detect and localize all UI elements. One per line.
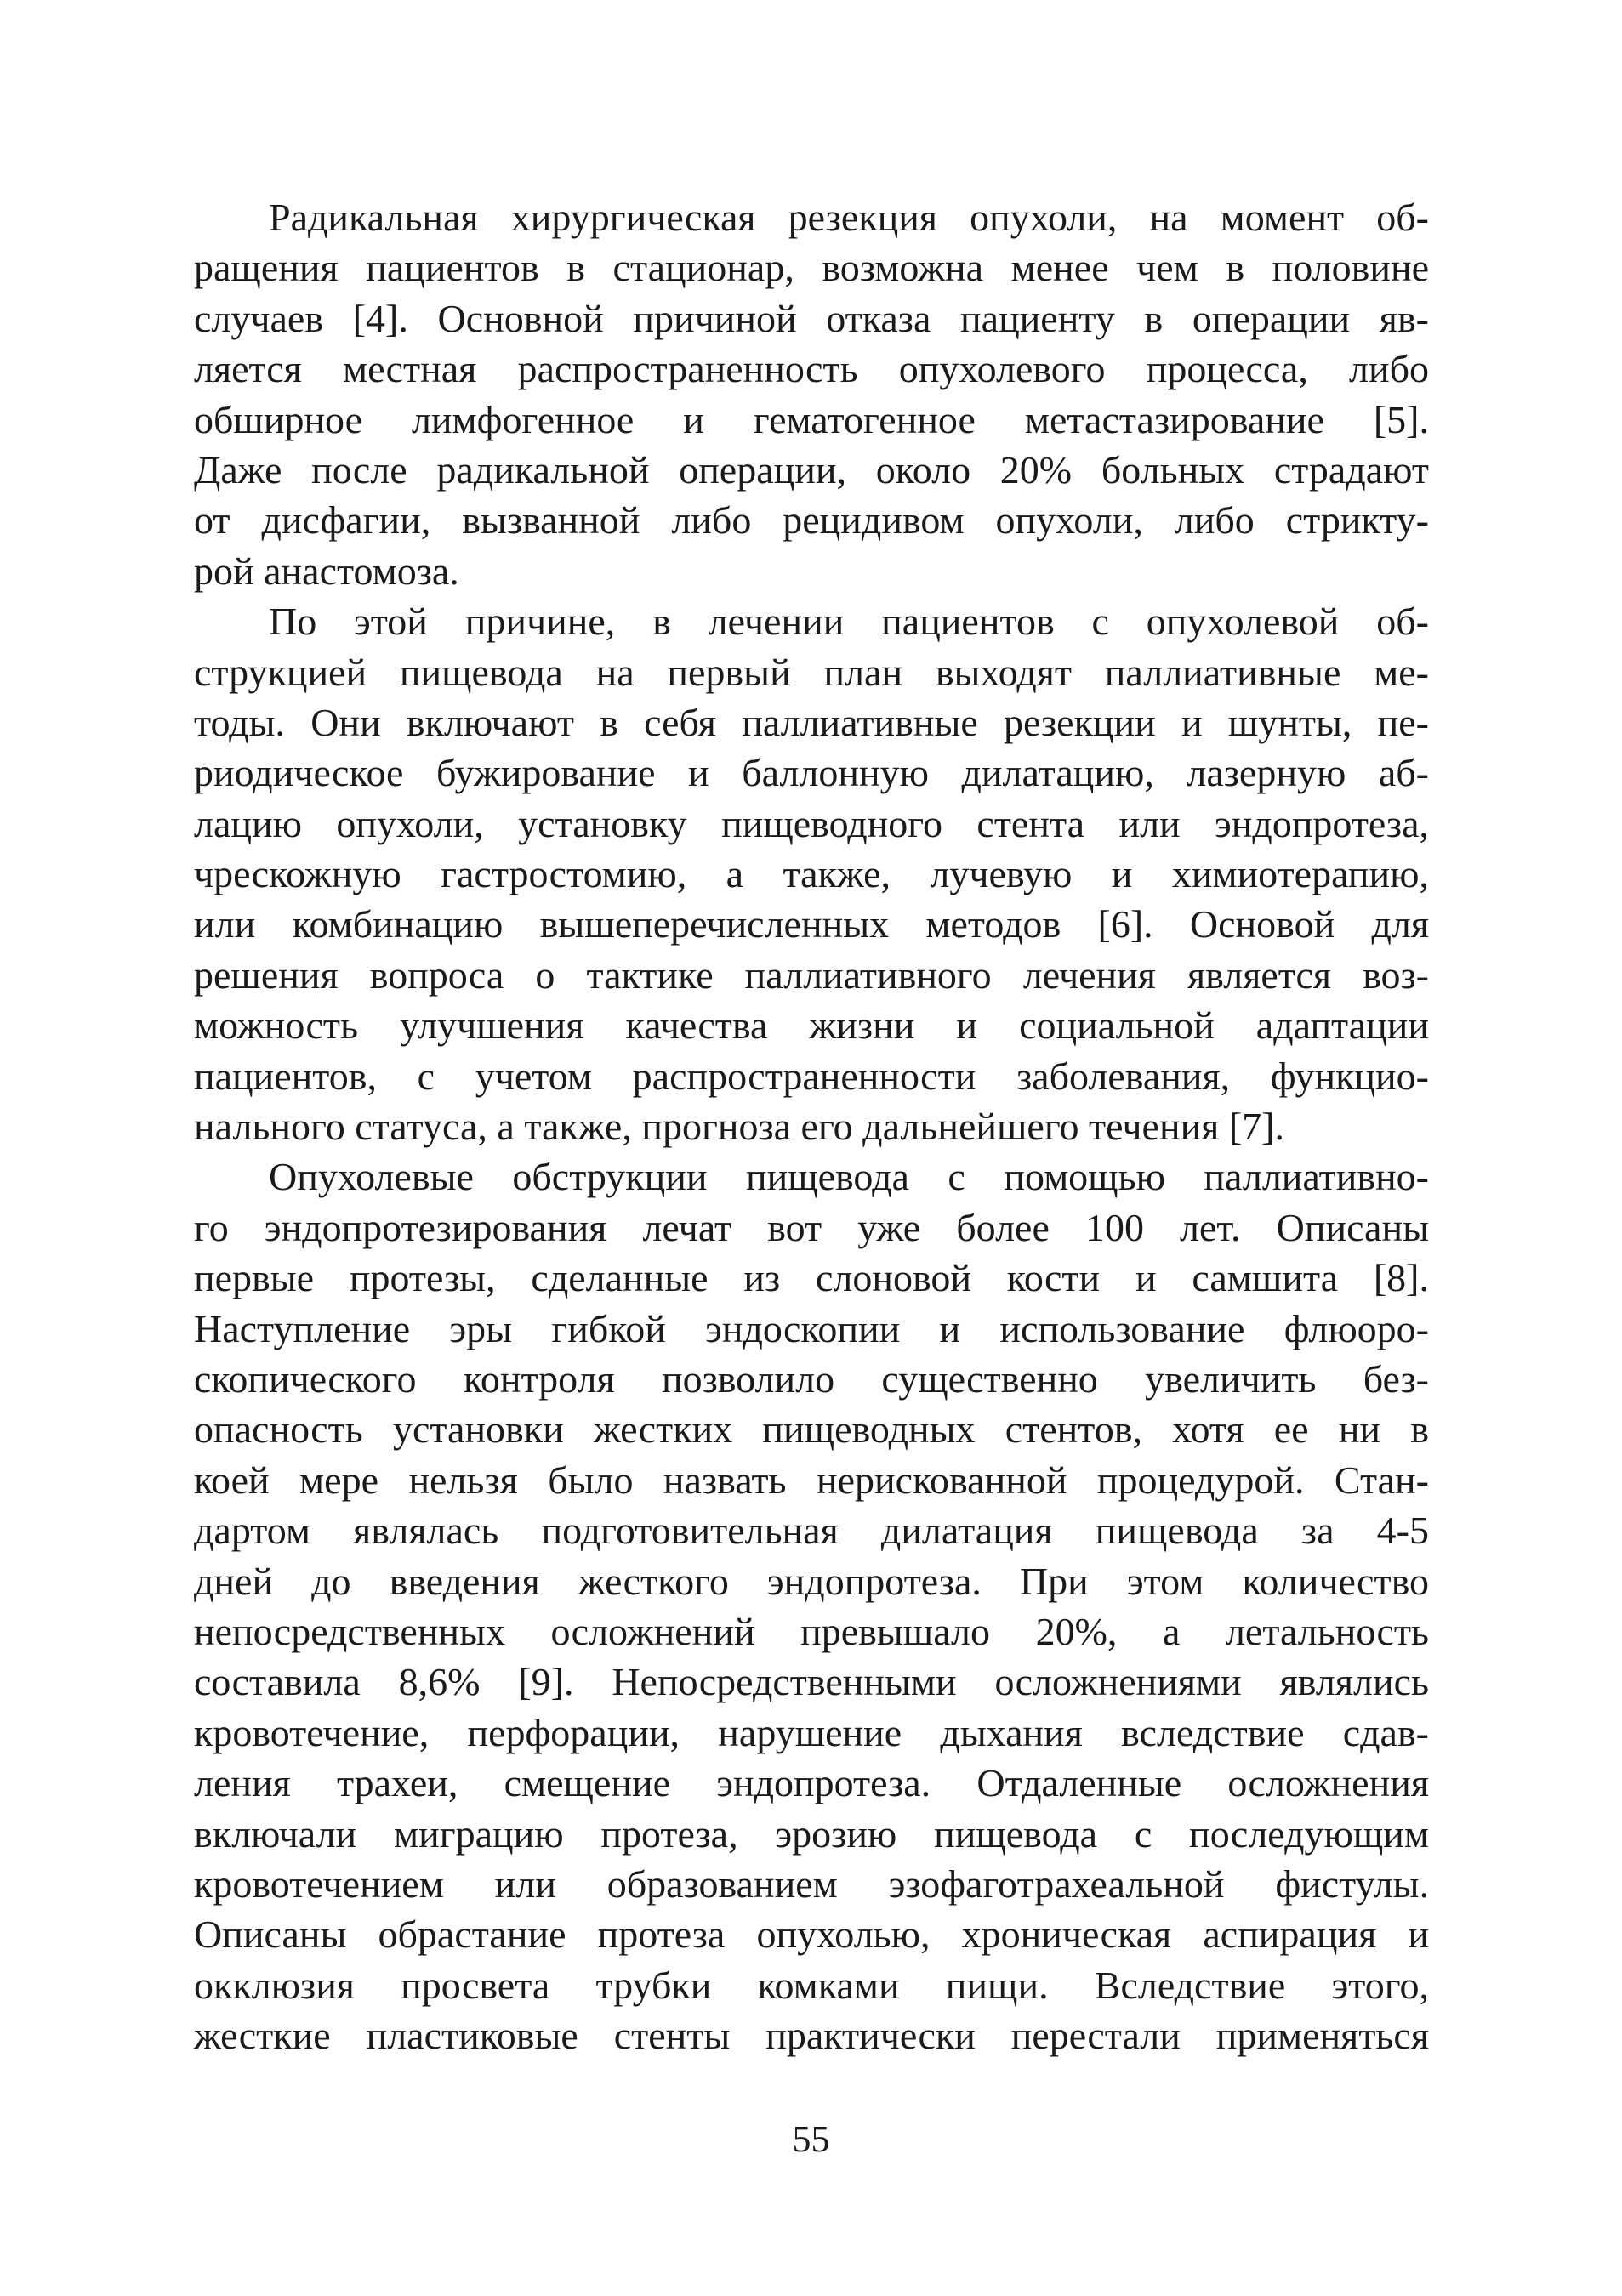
page-number: 55: [792, 2118, 830, 2160]
text-line: непосредственных осложнений превышало 20%, а летальность: [194, 1609, 1429, 1653]
text-line: пациентов, с учетом распространенности заболевания, функцио-: [194, 1054, 1429, 1098]
text-line: окклюзия просвета трубки комками пищи. Вследствие этого,: [194, 1963, 1429, 2007]
text-line: риодическое бужирование и баллонную дилатацию, лазерную аб-: [194, 751, 1429, 795]
text-line: включали миграцию протеза, эрозию пищевода с последующим: [194, 1811, 1429, 1856]
paragraph-3: [194, 1151, 1429, 2060]
text-line: рой анастомоза.: [194, 548, 459, 593]
text-line: ращения пациентов в стационар, возможна менее чем в половине: [194, 246, 1429, 290]
body-text: [194, 192, 1429, 2060]
text-line: Опухолевые обструкции пищевода с помощью паллиативно-: [269, 1155, 1429, 1199]
text-line: ляется местная распространенность опухолевого процесса, либо: [194, 347, 1429, 391]
text-line: ления трахеи, смещение эндопротеза. Отдаленные осложнения: [194, 1761, 1429, 1805]
text-line: струкцией пищевода на первый план выходят паллиативные ме-: [194, 650, 1429, 694]
text-line: первые протезы, сделанные из слоновой кости и самшита [8].: [194, 1256, 1429, 1300]
text-line: нального статуса, а также, прогноза его дальнейшего течения [7].: [194, 1105, 1285, 1149]
paragraph-1: [194, 192, 1429, 596]
text-line: дартом являлась подготовительная дилатация пищевода за 4-5: [194, 1509, 1429, 1553]
text-line: случаев [4]. Основной причиной отказа пациенту в операции яв-: [194, 296, 1429, 340]
text-line: решения вопроса о тактике паллиативного лечения является воз-: [194, 952, 1429, 997]
text-line: обширное лимфогенное и гематогенное метастазирование [5].: [194, 397, 1429, 441]
text-line: составила 8,6% [9]. Непосредственными осложнениями являлись: [194, 1660, 1429, 1704]
text-line: от дисфагии, вызванной либо рецидивом опухоли, либо стрикту-: [194, 498, 1429, 543]
text-line: опасность установки жестких пищеводных стентов, хотя ее ни в: [194, 1407, 1429, 1452]
text-line: Даже после радикальной операции, около 20% больных страдают: [194, 447, 1429, 492]
text-line: дней до введения жесткого эндопротеза. При этом количество: [194, 1559, 1429, 1603]
paragraph-2: [194, 596, 1429, 1151]
text-line: скопического контроля позволило существенно увеличить без-: [194, 1356, 1429, 1401]
text-line: кровотечением или образованием эзофаготрахеальной фистулы.: [194, 1861, 1429, 1906]
text-line: Наступление эры гибкой эндоскопии и использование флюоро-: [194, 1306, 1429, 1350]
text-line: Радикальная хирургическая резекция опухоли, на момент об-: [269, 196, 1429, 239]
text-line: Описаны обрастание протеза опухолью, хроническая аспирация и: [194, 1912, 1429, 1957]
text-line: чрескожную гастростомию, а также, лучевую и химиотерапию,: [194, 852, 1429, 896]
text-line: лацию опухоли, установку пищеводного стента или эндопротеза,: [194, 801, 1429, 845]
text-line: го эндопротезирования лечат вот уже более 100 лет. Описаны: [194, 1205, 1429, 1249]
text-line: коей мере нельзя было назвать нерискованной процедурой. Стан-: [194, 1458, 1429, 1502]
text-line: жесткие пластиковые стенты практически перестали применяться: [194, 2014, 1429, 2058]
text-line: или комбинацию вышеперечисленных методов [6]. Основой для: [194, 902, 1429, 946]
text-line: можность улучшения качества жизни и социальной адаптации: [194, 1003, 1429, 1048]
text-line: тоды. Они включают в себя паллиативные резекции и шунты, пе-: [194, 700, 1429, 744]
text-line: По этой причине, в лечении пациентов с опухолевой об-: [269, 600, 1429, 644]
text-line: кровотечение, перфорации, нарушение дыхания вследствие сдав-: [194, 1710, 1429, 1754]
